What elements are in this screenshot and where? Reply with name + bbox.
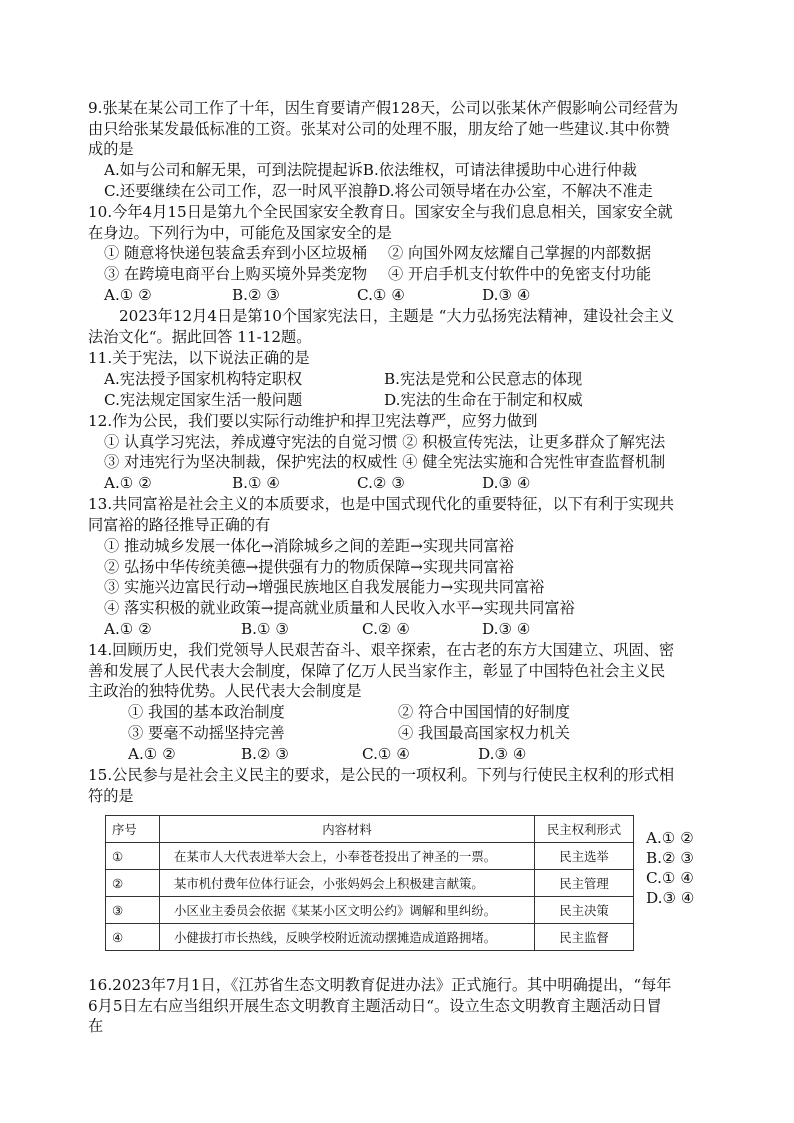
q10-option-b: B.② ③ [232, 286, 281, 304]
table-header-form: 民主权利形式 [535, 816, 634, 843]
q11-option-b: B.宪法是党和公民意志的体现 [384, 370, 583, 388]
q14-stem-line-2: 善和发展了人民代表大会制度，保障了亿万人民当家作主，彰显了中国特色社会主义民 [88, 662, 666, 680]
q12-option-b: B.① ④ [232, 474, 281, 492]
table-cell-content: 小区业主委员会依据《某某小区文明公约》调解和里纠纷。 [160, 897, 535, 924]
table-cell-form: 民主监督 [535, 924, 634, 951]
table-cell-index: ② [106, 870, 160, 897]
q12-option-d: D.③ ④ [482, 474, 531, 492]
q11-stem: 11.关于宪法，以下说法正确的是 [88, 349, 310, 367]
q14-option-b: B.② ③ [241, 745, 290, 763]
table-row [106, 924, 634, 951]
q9-stem-line-2: 由只给张某发最低标准的工资。张某对公司的处理不服，朋友给了她一些建议.其中你赞 [88, 120, 670, 138]
q15-option-d: D.③ ④ [646, 889, 695, 907]
q15-option-a: A.① ② [646, 829, 694, 847]
table-cell-index: ④ [106, 924, 160, 951]
q14-option-c: C.① ④ [362, 745, 410, 763]
q13-option-c: C.② ④ [362, 620, 410, 638]
q13-option-a: A.① ② [104, 620, 152, 638]
q10-statement-3: ③ 在跨境电商平台上购买境外异类宠物 [104, 265, 368, 283]
q15-option-c: C.① ④ [646, 869, 694, 887]
q10-statement-1: ① 随意将快递包装盒丢弃到小区垃圾桶 [104, 244, 368, 262]
q11-option-c: C.宪法规定国家生活一般问题 [104, 391, 303, 409]
table-row [106, 870, 634, 897]
q11-option-d: D.宪法的生命在于制定和权威 [384, 391, 583, 409]
q15-stem-line-1: 15.公民参与是社会主义民主的要求，是公民的一项权利。下列与行使民主权利的形式相 [88, 766, 675, 784]
table-cell-form: 民主选举 [535, 843, 634, 870]
q10-statement-4: ④ 开启手机支付软件中的免密支付功能 [388, 265, 652, 283]
table-cell-content: 小健拔打市长热线，反映学校附近流动摆摊造成道路拥堵。 [160, 924, 535, 951]
q9-stem-line-3: 成的是 [88, 140, 134, 158]
table-row [106, 897, 634, 924]
q13-stem-line-2: 同富裕的路径推导正确的有 [88, 516, 271, 534]
q16-stem-line-2: 6月5日左右应当组织开展生态文明教育主题活动日“。设立生态文明教育主题活动日冒 [88, 997, 662, 1015]
q14-statement-1: ① 我国的基本政治制度 [128, 703, 285, 721]
q14-stem-line-3: 主政治的独特优势。人民代表大会制度是 [88, 682, 362, 700]
q12-option-c: C.② ③ [357, 474, 405, 492]
q12-option-a: A.① ② [104, 474, 152, 492]
q12-statements-12: ① 认真学习宪法，养成遵守宪法的自觉习惯 ② 积极宣传宪法，让更多群众了解宪法 [104, 433, 666, 451]
q9-stem-line-1: 9.张某在某公司工作了十年，因生育要请产假128天，公司以张某休产假影响公司经营为 [88, 99, 679, 117]
table-cell-form: 民主管理 [535, 870, 634, 897]
q14-statement-2: ② 符合中国国情的好制度 [398, 703, 570, 721]
q15-table [105, 815, 634, 951]
q13-statement-4: ④ 落实积极的就业政策→提高就业质量和人民收入水平→实现共同富裕 [104, 599, 575, 617]
q9-options-ab: A.如与公司和解无果，可到法院提起诉B.依法维权，可请法律援助中心进行仲裁 [104, 161, 637, 179]
q16-stem-line-1: 16.2023年7月1日，《江苏省生态文明教育促进办法》正式施行。其中明确提出，“每年 [88, 976, 672, 994]
q13-stem-line-1: 13.共同富裕是社会主义的本质要求，也是中国式现代化的重要特征，以下有利于实现共 [88, 495, 675, 513]
table-cell-index: ③ [106, 897, 160, 924]
q13-statement-3: ③ 实施兴边富民行动→增强民族地区自我发展能力→实现共同富裕 [104, 578, 545, 596]
q12-statements-34: ③ 对违宪行为坚决制裁，保护宪法的权威性 ④ 健全宪法实施和合宪性审查监督机制 [104, 453, 666, 471]
table-cell-content: 在某市人大代表进举大会上，小奉苍苍投出了神圣的一票。 [160, 843, 535, 870]
q10-stem-line-1: 10.今年4月15日是第九个全民国家安全教育日。国家安全与我们息息相关，国家安全就 [88, 203, 673, 221]
q12-stem: 12.作为公民，我们要以实际行动维护和捍卫宪法尊严，应努力做到 [88, 412, 538, 430]
table-cell-form: 民主决策 [535, 897, 634, 924]
q16-stem-line-3: 在 [88, 1017, 104, 1035]
q14-statement-3: ③ 要毫不动摇坚持完善 [128, 724, 285, 742]
table-row [106, 843, 634, 870]
q15-stem-line-2: 符的是 [88, 787, 134, 805]
q13-statement-2: ② 弘扬中华传统美德→提供强有力的物质保障→实现共同富裕 [104, 558, 514, 576]
q14-option-a: A.① ② [128, 745, 176, 763]
q14-statement-4: ④ 我国最高国家权力机关 [398, 724, 570, 742]
table-header-row [106, 816, 634, 843]
q13-option-b: B.① ③ [241, 620, 290, 638]
q14-stem-line-1: 14.回顾历史，我们党领导人民艰苦奋斗、艰辛探索，在古老的东方大国建立、巩固、密 [88, 641, 675, 659]
q10-option-a: A.① ② [104, 286, 152, 304]
table-cell-content: 某市机付费年位体行证会，小张妈妈会上积极建言献策。 [160, 870, 535, 897]
q10-stem-line-2: 在身边。下列行为中，可能危及国家安全的是 [88, 224, 392, 242]
intro-line-2: 法治文化“。据此回答 11-12题。 [88, 328, 312, 346]
q14-option-d: D.③ ④ [478, 745, 527, 763]
table-header-index: 序号 [106, 816, 160, 843]
q13-option-d: D.③ ④ [482, 620, 531, 638]
table-header-content: 内容材料 [160, 816, 535, 843]
q13-statement-1: ① 推动城乡发展一体化→消除城乡之间的差距→实现共同富裕 [104, 537, 514, 555]
q10-option-d: D.③ ④ [482, 286, 531, 304]
q11-option-a: A.宪法授予国家机构特定职权 [104, 370, 303, 388]
q9-options-cd: C.还要继续在公司工作，忍一时风平浪静D.将公司领导堵在办公室，不解决不准走 [104, 182, 653, 200]
intro-line-1: 2023年12月4日是第10个国家宪法日，主题是 “大力弘扬宪法精神，建设社会主义 [119, 307, 675, 325]
table-cell-index: ① [106, 843, 160, 870]
q10-statement-2: ② 向国外网友炫耀自己掌握的内部数据 [388, 244, 652, 262]
q10-option-c: C.① ④ [357, 286, 405, 304]
q15-option-b: B.② ③ [646, 849, 695, 867]
